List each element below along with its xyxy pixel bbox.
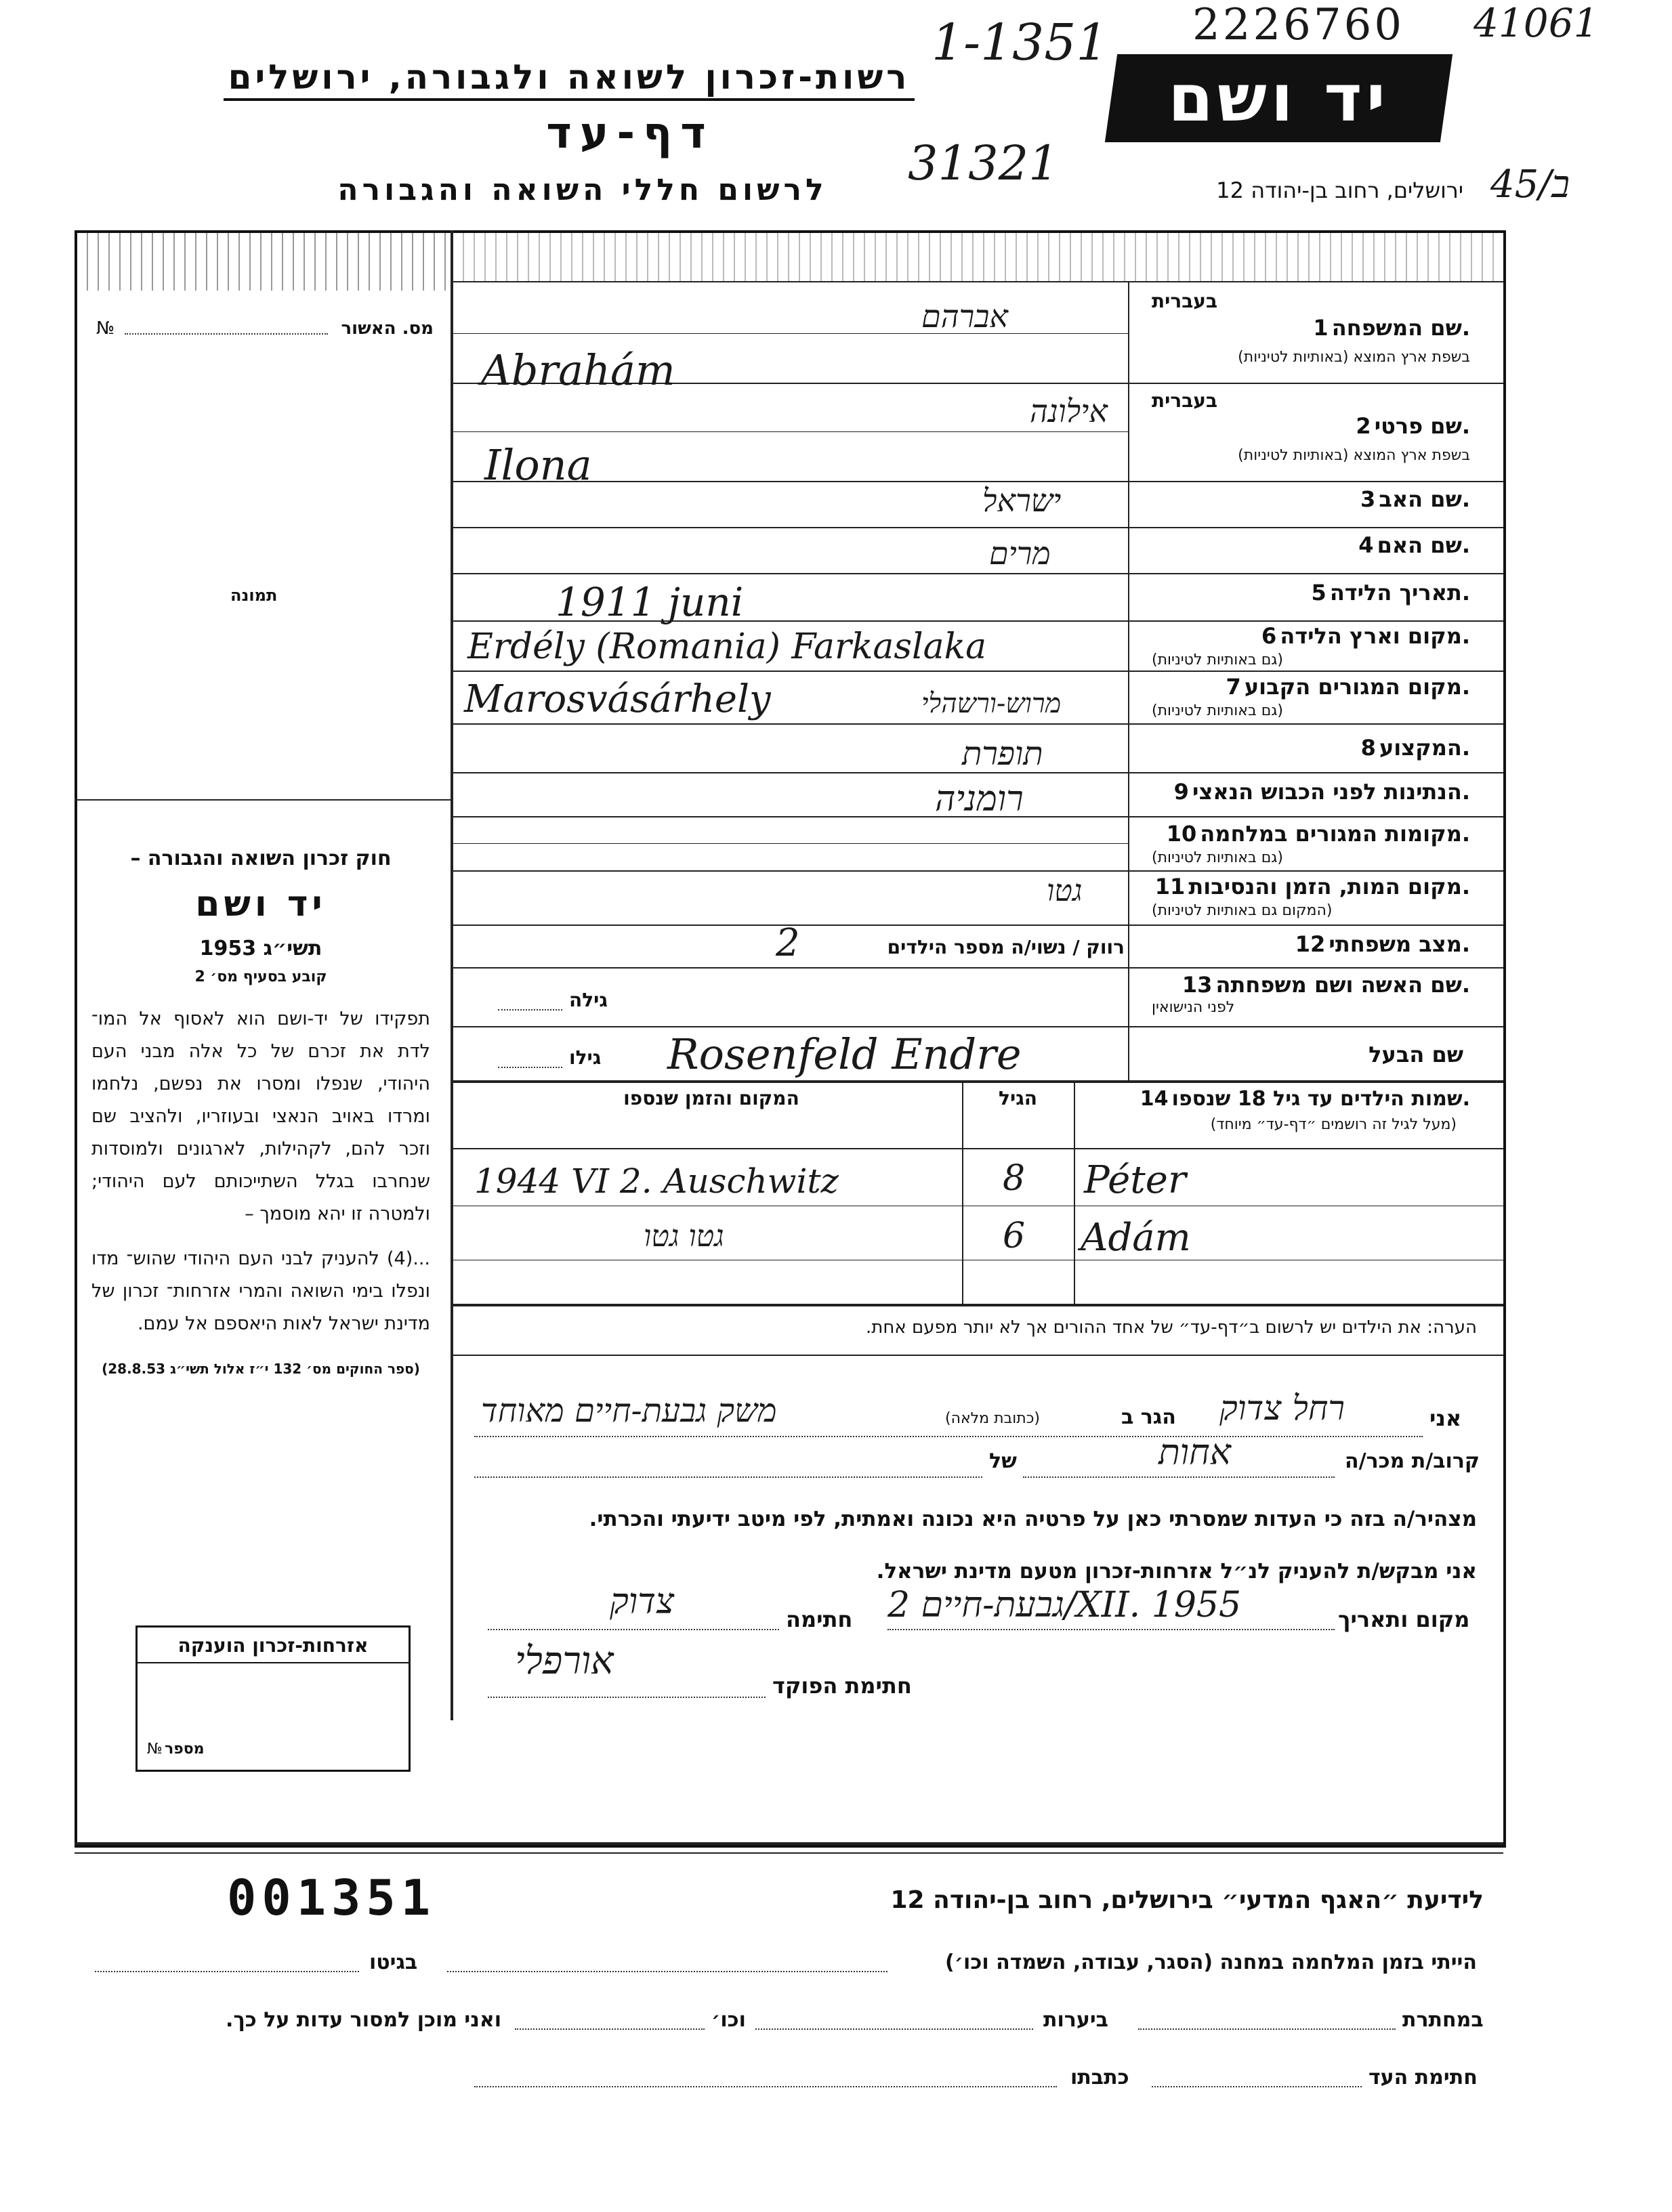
husband-age-label: גילו	[569, 1046, 602, 1069]
etc-label: וכו׳	[711, 2008, 746, 2032]
children-note: הערה: את הילדים יש לרשום ב״דף-עד״ של אחד ההורים אך לא יותר מפעם אחת.	[866, 1317, 1477, 1338]
law-clause: קובע בסעיף מס׳ 2	[194, 969, 327, 985]
hatched-strip-right	[453, 233, 1501, 281]
surname-hebrew: אברהם	[921, 298, 1009, 335]
side-annotation: 45/ב	[1490, 163, 1570, 207]
child-2-name: Adám	[1081, 1216, 1191, 1260]
field-10-label: מקומות המגורים במלחמה 10.	[1166, 821, 1470, 847]
citizenship-box	[135, 1625, 411, 1772]
relative-label: קרוב/ת מכר/ה	[1345, 1449, 1480, 1473]
law-text: תפקידו של יד-ושם הוא לאסוף אל המו־ לדת את זכרם של כל אלה מבני העם היהודי, שנפלו ומסרו את נפשם, נלחמו ומרדו באויב הנאצי ובעוזריו, ולהציב שם וזכר להם, לקהילות, לארגונים ולמוסדות שנחרבו בגלל השתייכותם לעם היהודי; ולמטרה זו יהא מוסמך –	[91, 1008, 430, 1225]
field-14-label: שמות הילדים עד גיל 18 שנספו 14.	[1140, 1087, 1470, 1111]
page-title: דף-עד	[546, 108, 714, 158]
firstname-latin: Ilona	[484, 440, 592, 490]
residence-hebrew: מרוש-ורשהלי	[921, 688, 1062, 719]
field-1-label: שם המשפחה 1.	[1313, 315, 1470, 341]
bottom-heading: לידיעת ״האגף המדעי״ בירושלים, רחוב בן-יהודה 12	[890, 1886, 1484, 1914]
box-no: №	[147, 1741, 163, 1758]
place-date-value: גבעת-חיים 2/XII. 1955	[887, 1585, 1242, 1625]
document-number: 2226760	[1192, 0, 1405, 50]
passport-row	[77, 318, 451, 359]
birth-place: Erdély (Romania) Farkaslaka	[467, 626, 987, 667]
officer-signature: אורפלי	[515, 1639, 614, 1683]
birth-date: 1911 juni	[556, 579, 744, 625]
law-reference: (ספר החוקים מס׳ 132 י״ז אלול תשי״ג 28.8.53)	[102, 1361, 420, 1377]
left-panel-divider	[451, 230, 453, 1720]
relative-value: אחות	[1158, 1432, 1231, 1473]
field-4-label: שם האם 4.	[1358, 532, 1470, 558]
passport-label: מס. האשור	[341, 318, 434, 339]
declaration-line-1: מצהיר/ה בזה כי העדות שמסרתי כאן על פרטיה היא נכונה ואמתית, לפי מיטב ידיעתי והכרתי.	[589, 1507, 1477, 1531]
field-5-label: תאריך הלידה 5.	[1311, 580, 1470, 605]
header-address: ירושלים, רחוב בן-יהודה 12	[1216, 177, 1463, 203]
hiding-label: במחתרת	[1402, 2008, 1484, 2032]
lives-label: הגר ב	[1121, 1405, 1176, 1429]
husband-label: שם הבעל	[1368, 1042, 1463, 1067]
field-11-label: מקום המות, הזמן והנסיבות 11.	[1154, 874, 1470, 899]
place-date-label: מקום ותאריך	[1338, 1607, 1470, 1632]
declaration-line-2: אני מבקש/ת להעניק לנ״ל אזרחות-זכרון מטעם מדינת ישראל.	[876, 1559, 1477, 1583]
child-1-place: 1944 VI 2. Auschwitz	[474, 1162, 839, 1201]
logo-text: יד ושם	[1168, 60, 1389, 136]
law-title: חוק זכרון השואה והגבורה –	[130, 847, 392, 870]
passport-no: №	[96, 318, 115, 339]
authority-name: רשות-זכרון לשואה ולגבורה, ירושלים	[224, 58, 915, 101]
father-name: ישראל	[982, 482, 1062, 519]
citizenship-title: אזרחות-זכרון הוענקה	[138, 1634, 409, 1663]
law-name: יד ושם	[195, 884, 327, 924]
box-number-label: מספר	[165, 1741, 205, 1758]
field-8-label: המקצוע 8.	[1360, 735, 1470, 761]
surname-latin: Abrahám	[481, 345, 675, 395]
label-column-divider	[1128, 281, 1129, 1080]
signature-value: צדוק	[610, 1581, 675, 1622]
yad-vashem-logo	[1105, 54, 1452, 142]
law-year: תשי״ג 1953	[199, 937, 322, 960]
col-age: הגיל	[999, 1087, 1037, 1109]
law-section	[91, 847, 430, 1377]
serial-number: 001351	[227, 1869, 436, 1926]
corner-number: 41061	[1474, 0, 1599, 46]
mother-name: מרים	[989, 535, 1051, 572]
hatched-strip	[77, 233, 451, 291]
child-2-age: 6	[1003, 1216, 1026, 1256]
witness-address-label: כתבתו	[1070, 2066, 1129, 2089]
field-2-label: שם פרטי 2.	[1356, 413, 1470, 439]
forests-label: ביערות	[1043, 2008, 1108, 2032]
child-2-place: גטו גטו	[644, 1219, 724, 1254]
child-1-name: Péter	[1084, 1158, 1186, 1202]
residence-latin: Marosvásárhely	[464, 677, 771, 721]
officer-signature-label: חתימת הפוקד	[772, 1673, 912, 1699]
field-13-label: שם האשה ושם משפחתה 13.	[1182, 972, 1470, 998]
children-count: 2	[776, 921, 800, 965]
col-place: המקום והזמן שנספו	[623, 1087, 799, 1109]
signature-label: חתימה	[786, 1607, 853, 1632]
husband-name: Rosenfeld Endre	[667, 1029, 1022, 1079]
ghetto-label: בגיטו	[369, 1951, 418, 1974]
he-tag-2: בעברית	[1152, 389, 1218, 412]
page-subtitle: לרשום חללי השואה והגבורה	[337, 173, 828, 207]
field-6-label: מקום וארץ הלידה 6.	[1261, 623, 1470, 649]
declarant-name: רחל צדוק	[1219, 1388, 1345, 1428]
marital-status-options: רווק / נשוי/ה מספר הילדים	[887, 936, 1125, 958]
child-1-age: 8	[1003, 1158, 1026, 1199]
he-tag-1: בעברית	[1152, 290, 1218, 312]
declarant-label: אני	[1429, 1405, 1462, 1431]
field-9-label: הנתינות לפני הכבוש הנאצי 9.	[1173, 779, 1470, 805]
law-text-2: ...(4) להעניק לבני העם היהודי שהוש־ מדו ונפלו בימי השואה והמרי אזרחות־ זכרון של מדינת ישראל לאות היאספם אל עמם.	[91, 1248, 430, 1334]
firstname-hebrew: אילונה	[1030, 393, 1108, 429]
reference-number: 1-1351	[932, 14, 1108, 72]
camp-line: הייתי בזמן המלחמה במחנה (הסגר, עבודה, השמדה וכו׳)	[945, 1951, 1477, 1974]
occupation: תופרת	[962, 735, 1043, 773]
field-7-label: מקום המגורים הקבוע 7.	[1226, 674, 1470, 700]
field-12-label: מצב משפחתי 12.	[1295, 931, 1470, 957]
death-place: גטו	[1047, 874, 1083, 908]
address-hint: (כתובת מלאה)	[945, 1410, 1040, 1427]
ready-to-testify: ואני מוכן למסור עדות על כך.	[226, 2008, 501, 2032]
field-3-label: שם האב 3.	[1360, 486, 1470, 512]
reference-number-2: 31321	[908, 135, 1059, 191]
photo-label: תמונה	[230, 586, 278, 605]
nationality: רומניה	[935, 779, 1024, 820]
witness-signature-label: חתימת העד	[1368, 2066, 1478, 2089]
of-label: של	[989, 1449, 1017, 1473]
wife-age-label: גילה	[569, 989, 608, 1011]
declarant-address: משק גבעת-חיים מאוחד	[481, 1392, 777, 1430]
